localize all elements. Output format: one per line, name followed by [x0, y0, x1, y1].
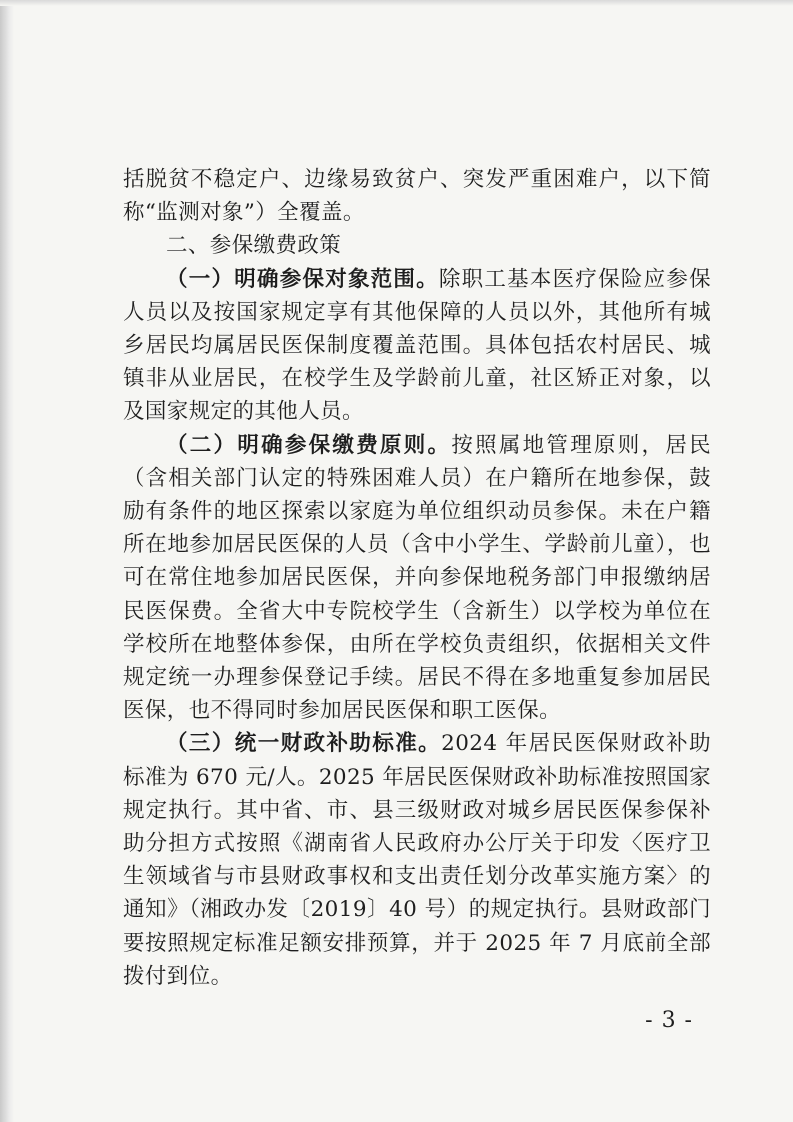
paragraph-2-text: 按照属地管理原则，居民（含相关部门认定的特殊困难人员）在户籍所在地参保，鼓励有条件的地区探索以家庭为单位组织动员参保。未在户籍所在地参加居民医保的人员（含中小学生、学龄前儿童），也可在常住地参加居民医保，并向参保地税务部门申报缴纳居民医保费。全省大中专院校学生（含新生）以学校为单位在学校所在地整体参保，由所在学校负责组织，依据相关文件规定统一办理参保登记手续。居民不得在多地重复参加居民医保，也不得同时参加居民医保和职工医保。 — [123, 432, 711, 724]
continuation-paragraph: 括脱贫不稳定户、边缘易致贫户、突发严重困难户，以下简称“监测对象”）全覆盖。 — [123, 167, 711, 226]
page-number: - 3 - — [645, 1008, 693, 1033]
paragraph-1-text: 除职工基本医疗保险应参保人员以及按国家规定享有其他保障的人员以外，其他所有城乡居民均属居民医保制度覆盖范围。具体包括农村居民、城镇非从业居民，在校学生及学龄前儿童，社区矫正对象，以及国家规定的其他人员。 — [123, 266, 711, 425]
paragraph-2-lead: （二）明确参保缴费原则。 — [166, 432, 452, 458]
paragraph-1 — [123, 263, 711, 429]
paragraph-2 — [123, 429, 711, 728]
section-heading: 二、参保缴费政策 — [166, 233, 342, 259]
scan-shadow-edge — [0, 0, 14, 1122]
scan-shadow-top — [0, 0, 793, 6]
document-body — [123, 163, 711, 993]
paragraph-3-text: 2024 年居民医保财政补助标准为 670 元/人。2025 年居民医保财政补助标准按照国家规定执行。其中省、市、县三级财政对城乡居民医保参保补助分担方式按照《湖南省人民政府办公厅关于印发〈医疗卫生领域省与市县财政事权和支出责任划分改革实施方案〉的通知》（湘政办发〔2019〕40 号）的规定执行。县财政部门要按照规定标准足额安排预算，并于 2025 年 7 月底前全部拨付到位。 — [123, 731, 711, 989]
paragraph-1-lead: （一）明确参保对象范围。 — [166, 266, 439, 292]
paragraph-3-lead: （三）统一财政补助标准。 — [166, 731, 442, 757]
paragraph-3 — [123, 727, 711, 993]
